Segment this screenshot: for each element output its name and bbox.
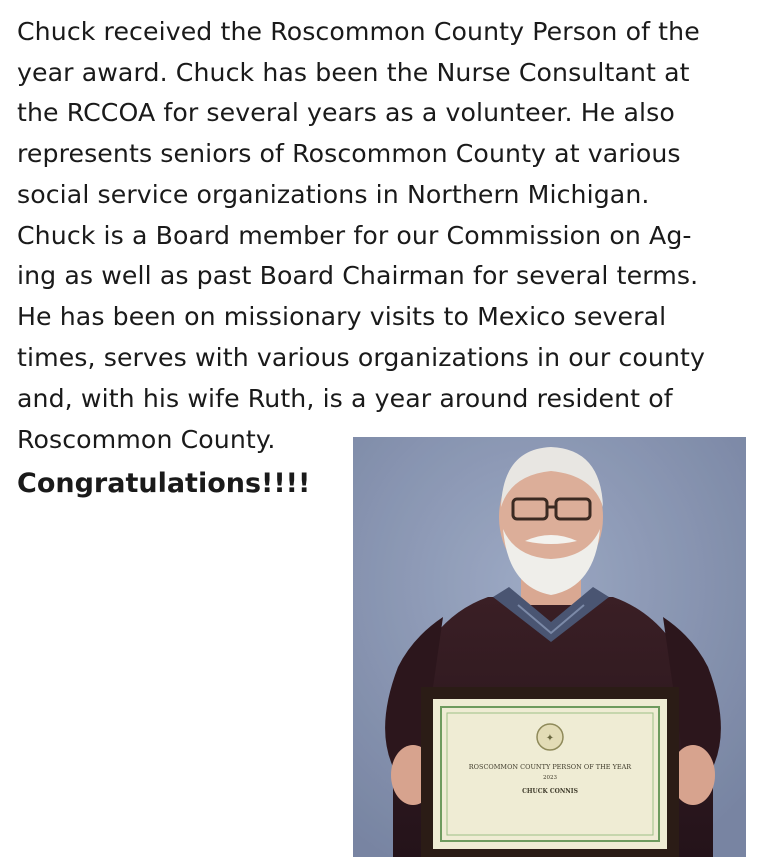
- article-line-7: ing as well as past Board Chairman for several terms.: [17, 261, 699, 290]
- article-line-3: the RCCOA for several years as a volunteer. He also: [17, 98, 675, 127]
- article-line-9: times, serves with various organizations in our county: [17, 343, 705, 372]
- article-line-2: year award. Chuck has been the Nurse Consultant at: [17, 58, 690, 87]
- article-line-8: He has been on missionary visits to Mexico several: [17, 302, 667, 331]
- certificate-year: 2023: [543, 775, 557, 781]
- article-line-11: Roscommon County.: [17, 425, 276, 454]
- article-line-4: represents seniors of Roscommon County at various: [17, 139, 681, 168]
- certificate-title: ROSCOMMON COUNTY PERSON OF THE YEAR: [468, 763, 632, 771]
- article-line-5: social service organizations in Northern Michigan.: [17, 180, 650, 209]
- award-photo: [353, 437, 746, 857]
- article-line-6: Chuck is a Board member for our Commission on Ag-: [17, 221, 692, 250]
- article-line-1: Chuck received the Roscommon County Person of the: [17, 17, 700, 46]
- certificate-name: CHUCK CONNIS: [522, 788, 578, 795]
- svg-text:✦: ✦: [545, 733, 555, 744]
- award-photo-illustration: [353, 437, 746, 857]
- article-line-10: and, with his wife Ruth, is a year around resident of: [17, 384, 673, 413]
- congratulations-heading: Congratulations!!!!: [17, 468, 311, 499]
